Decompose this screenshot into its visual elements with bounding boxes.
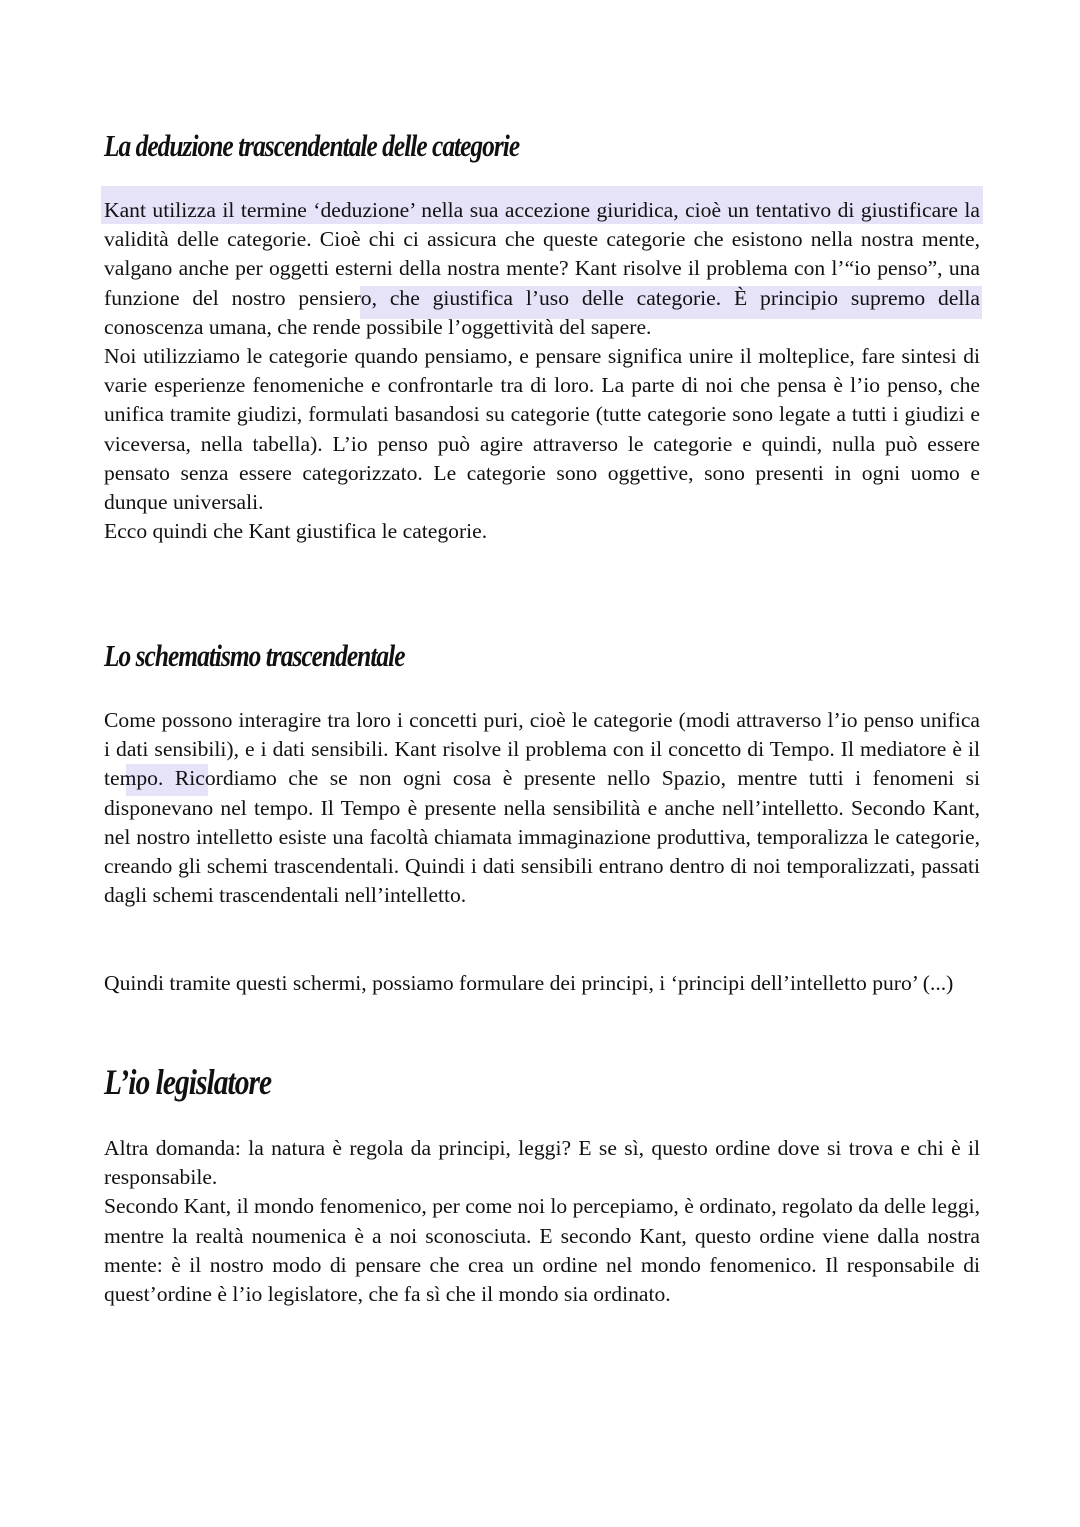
section-body-schematismo-2 <box>104 969 980 998</box>
section-body-io-legislatore <box>104 1134 980 1309</box>
section-body-deduzione <box>104 196 980 546</box>
paragraph: Altra domanda: la natura è regola da principi, leggi? E se sì, questo ordine dove si trova e chi è il responsabile. <box>104 1136 980 1190</box>
paragraph: Noi utilizziamo le categorie quando pensiamo, e pensare significa unire il molteplice, fare sintesi di varie esperienze fenomeniche e confrontarle tra di loro. La parte di noi che pensa è l’io penso, che unifica tramite giudizi, formulati basandosi su categorie (tutte categorie sono legate a tutti i giudizi e viceversa, nella tabella). L’io penso può agire attraverso le categorie e quindi, nulla può essere pensato senza essere categorizzato. Le categorie sono oggettive, sono presenti in ogni uomo e dunque universali. <box>104 344 980 515</box>
paragraph: Quindi tramite questi schermi, possiamo formulare dei principi, i ‘principi dell’intelletto puro’ (...) <box>104 971 954 995</box>
section-body-schematismo <box>104 706 980 910</box>
paragraph: Ecco quindi che Kant giustifica le categorie. <box>104 519 488 544</box>
paragraph: Kant utilizza il termine ‘deduzione’ nella sua accezione giuridica, cioè un tentativo di giustificare la validità delle categorie. Cioè chi ci assicura che queste categorie che esistono nella nostra mente, valgano anche per oggetti esterni della nostra mente? Kant risolve il problema con l’“io penso”, una funzione del nostro pensiero, che giustifica l’uso delle categorie. È principio supremo della conoscenza umana, che rende possibile l’oggettività del sapere. <box>104 198 980 339</box>
section-title-schematismo: Lo schematismo trascendentale <box>104 638 405 673</box>
paragraph: Secondo Kant, il mondo fenomenico, per come noi lo percepiamo, è ordinato, regolato da delle leggi, mentre la realtà noumenica è a noi sconosciuta. E secondo Kant, questo ordine viene dalla nostra mente: è il nostro modo di pensare che crea un ordine nel mondo fenomenico. Il responsabile di quest’ordine è l’io legislatore, che fa sì che il mondo sia ordinato. <box>104 1194 980 1307</box>
section-title-deduzione: La deduzione trascendentale delle categorie <box>104 128 520 163</box>
section-title-io-legislatore: L’io legislatore <box>104 1062 272 1102</box>
paragraph: Come possono interagire tra loro i concetti puri, cioè le categorie (modi attraverso l’io penso unifica i dati sensibili), e i dati sensibili. Kant risolve il problema con il concetto di Tempo. Il mediatore è il tempo. Ricordiamo che se non ogni cosa è presente nello Spazio, mentre tutti i fenomeni si disponevano nel tempo. Il Tempo è presente nella sensibilità e anche nell’intelletto. Secondo Kant, nel nostro intelletto esiste una facoltà chiamata immaginazione produttiva, temporalizza le categorie, creando gli schemi trascendentali. Quindi i dati sensibili entrano dentro di noi temporalizzati, passati dagli schemi trascendentali nell’intelletto. <box>104 708 980 908</box>
